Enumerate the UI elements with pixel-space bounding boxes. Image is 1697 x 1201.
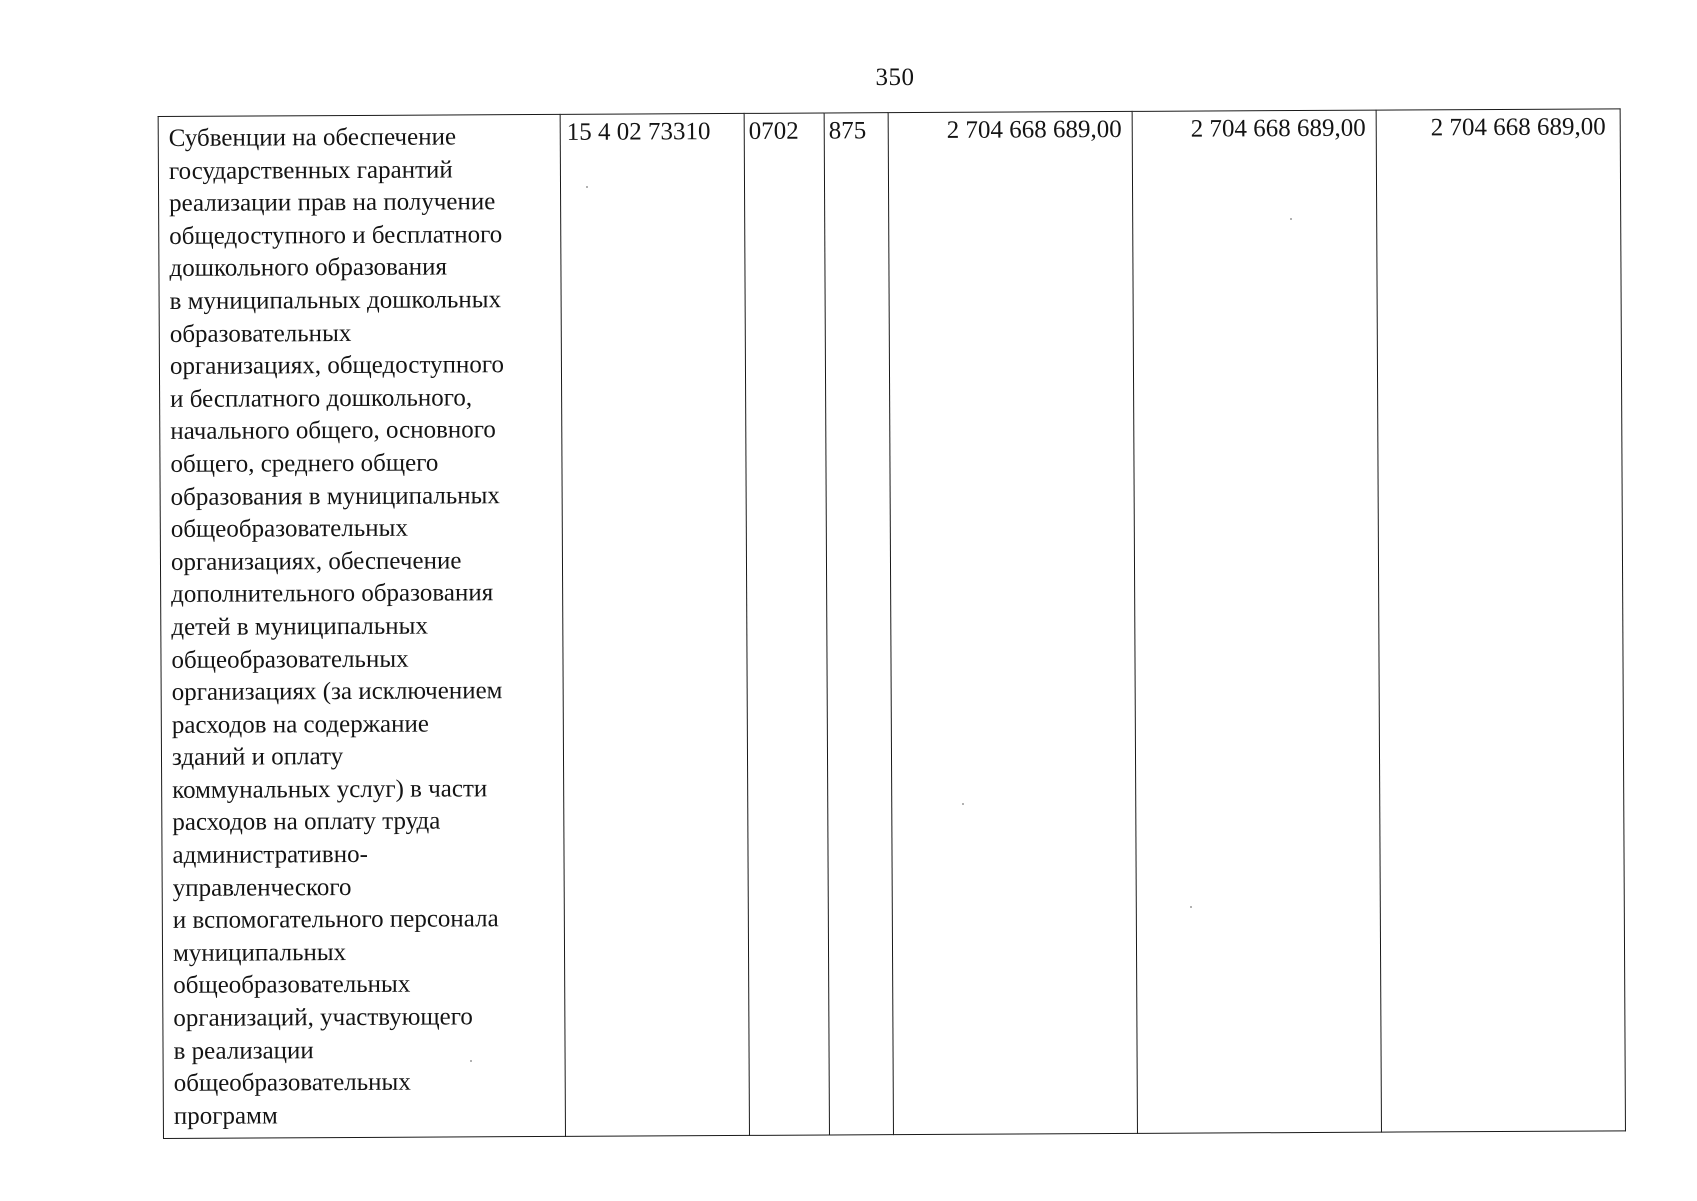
description-line: начального общего, основного xyxy=(170,416,496,446)
description-cell xyxy=(158,114,565,1138)
description-line: административно- xyxy=(172,840,368,869)
description-line: муниципальных xyxy=(172,938,347,967)
description-line: в муниципальных дошкольных xyxy=(169,286,502,315)
target-code-cell: 15 4 02 73310 xyxy=(560,113,749,1136)
table-row xyxy=(158,109,1625,1139)
description-line: расходов на содержание xyxy=(171,710,430,739)
description-line: государственных гарантий xyxy=(168,156,453,185)
description-line: в реализации xyxy=(173,1036,314,1065)
scan-speck xyxy=(470,1060,472,1062)
description-line: общеобразовательных xyxy=(171,645,409,674)
description-line: общего, среднего общего xyxy=(170,449,439,478)
description-line: организациях, обеспечение xyxy=(170,547,462,576)
amount-cell-3: 2 704 668 689,00 xyxy=(1376,109,1625,1132)
description-line: дополнительного образования xyxy=(171,579,494,609)
description-line: дошкольного образования xyxy=(169,253,448,283)
description-line: организациях (за исключением xyxy=(171,677,503,707)
description-line: расходов на оплату труда xyxy=(172,807,441,837)
description-line: и вспомогательного персонала xyxy=(172,905,499,935)
expense-type-cell: 875 xyxy=(824,113,893,1135)
description-line: программ xyxy=(173,1102,278,1130)
scan-speck xyxy=(1190,906,1192,908)
description-line: общеобразовательных xyxy=(170,514,408,544)
description-line: коммунальных услуг) в части xyxy=(172,775,488,804)
budget-table xyxy=(158,108,1626,1139)
description-line: организаций, участвующего xyxy=(173,1003,473,1032)
amount-cell-1: 2 704 668 689,00 xyxy=(888,111,1137,1134)
description-line: общеобразовательных xyxy=(173,971,411,1000)
section-code-cell: 0702 xyxy=(744,113,829,1135)
description-line: зданий и оплату xyxy=(171,743,344,772)
description-line: реализации прав на получение xyxy=(169,188,496,218)
description-line: общеобразовательных xyxy=(173,1068,411,1098)
description-line: и бесплатного дошкольного, xyxy=(170,384,473,413)
description-line: образования в муниципальных xyxy=(170,481,500,511)
scan-speck xyxy=(1290,218,1292,220)
amount-cell-2: 2 704 668 689,00 xyxy=(1132,110,1381,1133)
description-line: детей в муниципальных xyxy=(171,612,428,641)
description-line: управленческого xyxy=(172,873,352,902)
description-line: образовательных xyxy=(169,319,352,348)
description-line: общедоступного и бесплатного xyxy=(169,220,503,250)
description-line: Субвенции на обеспечение xyxy=(168,123,457,152)
description-line: организациях, общедоступного xyxy=(169,351,505,381)
page-number: 350 xyxy=(875,64,915,91)
scan-speck xyxy=(586,186,588,188)
scan-speck xyxy=(962,803,964,805)
